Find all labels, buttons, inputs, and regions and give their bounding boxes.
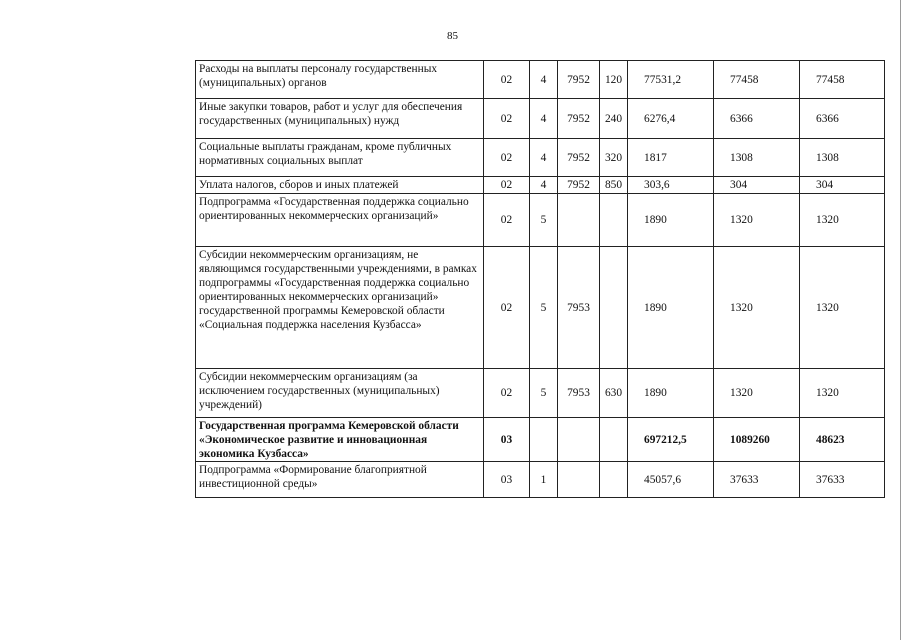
row-description: Субсидии некоммерческим организациям, не являющимся государственными учреждениями, в рамках подпрограммы «Государственная поддержка социально ориентированных некоммерческих организаций» государственной программы Кемеровской области «Социальная поддержка населения Кузбасса» — [196, 247, 484, 369]
subsection-code: 4 — [530, 99, 558, 139]
row-description: Подпрограмма «Формирование благоприятной инвестиционной среды» — [196, 462, 484, 498]
amount-2: 6366 — [714, 99, 800, 139]
amount-1: 45057,6 — [628, 462, 714, 498]
subsection-code: 4 — [530, 139, 558, 177]
table-row — [196, 99, 885, 139]
target-article-code: 7953 — [558, 247, 600, 369]
row-description: Государственная программа Кемеровской области «Экономическое развитие и инновационная экономика Кузбасса» — [196, 418, 484, 462]
table-body — [196, 61, 885, 498]
amount-3: 37633 — [800, 462, 885, 498]
row-description: Расходы на выплаты персоналу государственных (муниципальных) органов — [196, 61, 484, 99]
amount-3: 48623 — [800, 418, 885, 462]
table-row — [196, 194, 885, 247]
amount-2: 1320 — [714, 369, 800, 418]
expense-type-code: 850 — [600, 177, 628, 194]
section-code: 02 — [484, 369, 530, 418]
expense-type-code: 240 — [600, 99, 628, 139]
amount-1: 1890 — [628, 247, 714, 369]
subsection-code: 1 — [530, 462, 558, 498]
amount-1: 1890 — [628, 194, 714, 247]
page-number: 85 — [447, 30, 458, 42]
target-article-code: 7953 — [558, 369, 600, 418]
amount-2: 1089260 — [714, 418, 800, 462]
expense-type-code — [600, 247, 628, 369]
amount-3: 1308 — [800, 139, 885, 177]
expense-type-code — [600, 194, 628, 247]
amount-3: 1320 — [800, 247, 885, 369]
section-code: 03 — [484, 418, 530, 462]
section-code: 02 — [484, 247, 530, 369]
section-code: 02 — [484, 99, 530, 139]
amount-3: 1320 — [800, 369, 885, 418]
amount-1: 6276,4 — [628, 99, 714, 139]
amount-1: 1890 — [628, 369, 714, 418]
table-row — [196, 369, 885, 418]
section-code: 02 — [484, 194, 530, 247]
subsection-code: 5 — [530, 247, 558, 369]
target-article-code — [558, 194, 600, 247]
subsection-code: 4 — [530, 177, 558, 194]
subsection-code: 5 — [530, 369, 558, 418]
amount-3: 304 — [800, 177, 885, 194]
expense-type-code: 120 — [600, 61, 628, 99]
row-description: Подпрограмма «Государственная поддержка социально ориентированных некоммерческих организаций» — [196, 194, 484, 247]
amount-2: 77458 — [714, 61, 800, 99]
amount-2: 37633 — [714, 462, 800, 498]
amount-2: 1308 — [714, 139, 800, 177]
target-article-code: 7952 — [558, 177, 600, 194]
amount-1: 1817 — [628, 139, 714, 177]
expense-type-code — [600, 462, 628, 498]
row-description: Социальные выплаты гражданам, кроме публичных нормативных социальных выплат — [196, 139, 484, 177]
section-code: 03 — [484, 462, 530, 498]
amount-1: 77531,2 — [628, 61, 714, 99]
table-row — [196, 139, 885, 177]
table-row — [196, 247, 885, 369]
subsection-code: 5 — [530, 194, 558, 247]
table-row — [196, 61, 885, 99]
amount-3: 1320 — [800, 194, 885, 247]
amount-3: 6366 — [800, 99, 885, 139]
target-article-code: 7952 — [558, 139, 600, 177]
table-row — [196, 177, 885, 194]
target-article-code — [558, 418, 600, 462]
expense-type-code: 630 — [600, 369, 628, 418]
row-description: Субсидии некоммерческим организациям (за исключением государственных (муниципальных) учреждений) — [196, 369, 484, 418]
amount-2: 1320 — [714, 194, 800, 247]
budget-table — [195, 60, 885, 498]
page-edge-line — [900, 0, 901, 640]
subsection-code — [530, 418, 558, 462]
table-row — [196, 418, 885, 462]
amount-3: 77458 — [800, 61, 885, 99]
section-code: 02 — [484, 61, 530, 99]
row-description: Иные закупки товаров, работ и услуг для обеспечения государственных (муниципальных) нужд — [196, 99, 484, 139]
table-row — [196, 462, 885, 498]
expense-type-code — [600, 418, 628, 462]
amount-2: 304 — [714, 177, 800, 194]
amount-2: 1320 — [714, 247, 800, 369]
section-code: 02 — [484, 139, 530, 177]
section-code: 02 — [484, 177, 530, 194]
target-article-code — [558, 462, 600, 498]
amount-1: 697212,5 — [628, 418, 714, 462]
row-description: Уплата налогов, сборов и иных платежей — [196, 177, 484, 194]
expense-type-code: 320 — [600, 139, 628, 177]
target-article-code: 7952 — [558, 99, 600, 139]
amount-1: 303,6 — [628, 177, 714, 194]
subsection-code: 4 — [530, 61, 558, 99]
target-article-code: 7952 — [558, 61, 600, 99]
